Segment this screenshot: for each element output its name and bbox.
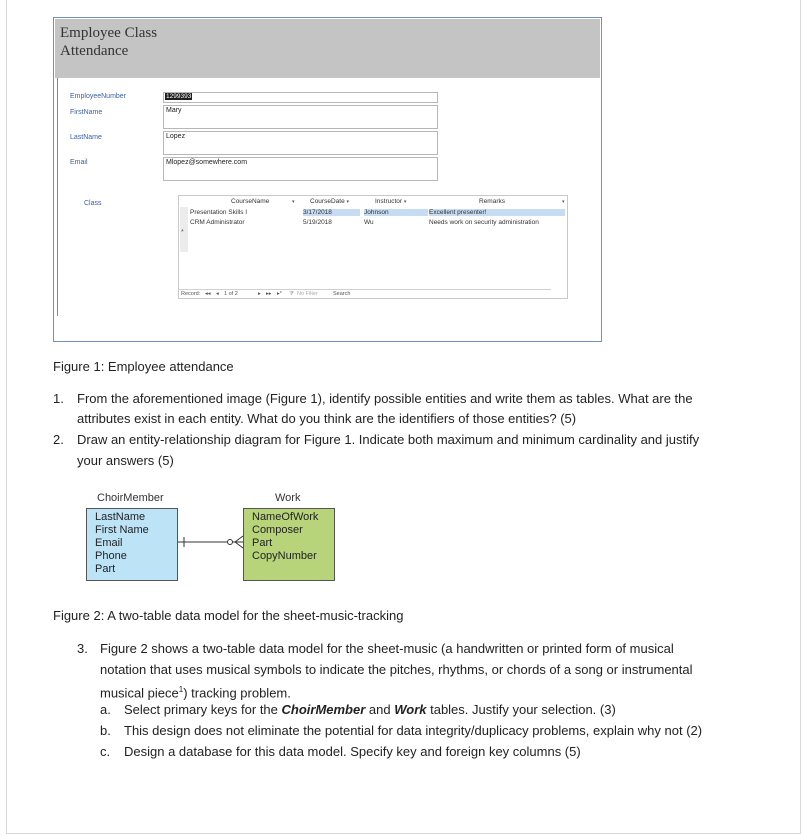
record-position[interactable]: 1 of 2 [224, 291, 238, 297]
column-header-coursename-dropdown[interactable]: ▾ [292, 199, 295, 205]
q3-line1: Figure 2 shows a two-table data model for the sheet-music (a handwritten or printed form of musical [100, 641, 674, 656]
prev-record-button[interactable]: ◂ [216, 291, 219, 297]
new-record-button[interactable]: ▸* [277, 291, 282, 297]
column-header-coursedate[interactable]: CourseDate ▾ [310, 198, 350, 205]
email-field[interactable] [163, 157, 438, 181]
search-box[interactable]: Search [333, 291, 351, 297]
work-title: Work [275, 492, 301, 504]
last-name-value: Lopez [166, 133, 186, 140]
class-subform [178, 195, 568, 299]
employee-number-value: 1299393 [166, 93, 192, 100]
work-entity [243, 508, 335, 581]
column-header-instructor[interactable]: Instructor ▾ [375, 198, 407, 205]
figure1-caption: Figure 1: Employee attendance [53, 359, 234, 374]
q3b-text: This design does not eliminate the potential for data integrity/duplicacy problems, explain why not (2) [124, 723, 703, 738]
employee-attendance-form [53, 17, 602, 342]
q3-number: 3. [77, 641, 88, 656]
first-name-field[interactable] [163, 105, 438, 129]
figure2-caption: Figure 2: A two-table data model for the sheet-music-tracking [53, 608, 404, 623]
q3-line3: musical piece$^1$) tracking problem. [100, 685, 291, 701]
q1-line1: From the aforementioned image (Figure 1), identify possible entities and write them as tables. What are the [77, 391, 693, 406]
choirmember-attribute: LastName [95, 511, 146, 523]
new-record-marker[interactable]: * [181, 229, 184, 236]
employee-number-field[interactable] [163, 92, 438, 103]
cell-coursename[interactable]: CRM Administrator [190, 219, 245, 226]
next-record-button[interactable]: ▸ [258, 291, 261, 297]
table-row[interactable] [189, 208, 568, 218]
column-header-coursename[interactable]: CourseName [231, 198, 270, 205]
cell-coursedate[interactable]: 3/17/2018 [303, 209, 360, 216]
q2-number: 2. [53, 432, 64, 447]
q2-line1: Draw an entity-relationship diagram for Figure 1. Indicate both maximum and minimum cardinality and justify [77, 432, 700, 447]
form-title: Employee Class Attendance [60, 25, 158, 59]
cell-coursedate[interactable]: 5/19/2018 [303, 219, 332, 226]
form-left-border [57, 78, 58, 316]
first-name-value: Mary [166, 107, 182, 114]
last-name-label: LastName [70, 134, 102, 141]
q1-line2: attributes exist in each entity. What do you think are the identifiers of those entities? (5) [77, 411, 577, 426]
record-navigation-bar [179, 289, 551, 299]
work-attribute: NameOfWork [252, 511, 319, 523]
choirmember-attribute: First Name [95, 524, 149, 536]
q2-line2: your answers (5) [77, 453, 174, 468]
q3c-label: c. [100, 744, 111, 759]
last-name-field[interactable] [163, 131, 438, 155]
q3c-text: Design a database for this data model. Specify key and foreign key columns (5) [124, 744, 581, 759]
q3a-label: a. [100, 702, 111, 717]
class-label: Class [84, 200, 102, 207]
work-attribute: Part [252, 537, 273, 549]
choirmember-attribute: Phone [95, 550, 127, 562]
cell-remarks[interactable]: Excellent presenter! [429, 209, 565, 216]
cell-instructor[interactable]: Johnson [364, 209, 428, 216]
form-header [55, 19, 600, 78]
choirmember-attribute: Part [95, 563, 116, 575]
q3b-label: b. [100, 723, 111, 738]
cell-coursename[interactable]: Presentation Skills I [190, 209, 248, 216]
last-record-button[interactable]: ▸▸ [266, 291, 272, 297]
q1-number: 1. [53, 391, 64, 406]
column-header-remarks[interactable]: Remarks [479, 198, 506, 205]
cell-instructor[interactable]: Wu [364, 219, 374, 226]
choirmember-entity [86, 508, 178, 581]
filter-icon: ⧩ [289, 291, 294, 297]
q3-line2: notation that uses musical symbols to indicate the pitches, rhythms, or chords of a song or instrumental [100, 662, 693, 677]
first-name-label: FirstName [70, 109, 103, 116]
cell-remarks[interactable]: Needs work on security administration [429, 219, 539, 226]
choirmember-title: ChoirMember [97, 492, 164, 504]
column-header-remarks-dropdown[interactable]: ▾ [562, 199, 565, 205]
record-label: Record: [181, 291, 201, 297]
employee-number-label: EmployeeNumber [70, 93, 127, 100]
no-filter-button[interactable]: No Filter [297, 291, 318, 297]
table-row[interactable] [189, 218, 568, 228]
subform-header [179, 196, 567, 207]
relationship-connector [178, 530, 244, 554]
email-value: Mlopez@somewhere.com [166, 159, 248, 166]
email-label: Email [70, 159, 88, 166]
first-record-button[interactable]: ◂◂ [205, 291, 211, 297]
q3a-text: Select primary keys for the ChoirMember and Work tables. Justify your selection. (3) [124, 702, 616, 717]
work-attribute: Composer [252, 524, 303, 536]
work-attribute: CopyNumber [252, 550, 317, 562]
choirmember-attribute: Email [95, 537, 123, 549]
